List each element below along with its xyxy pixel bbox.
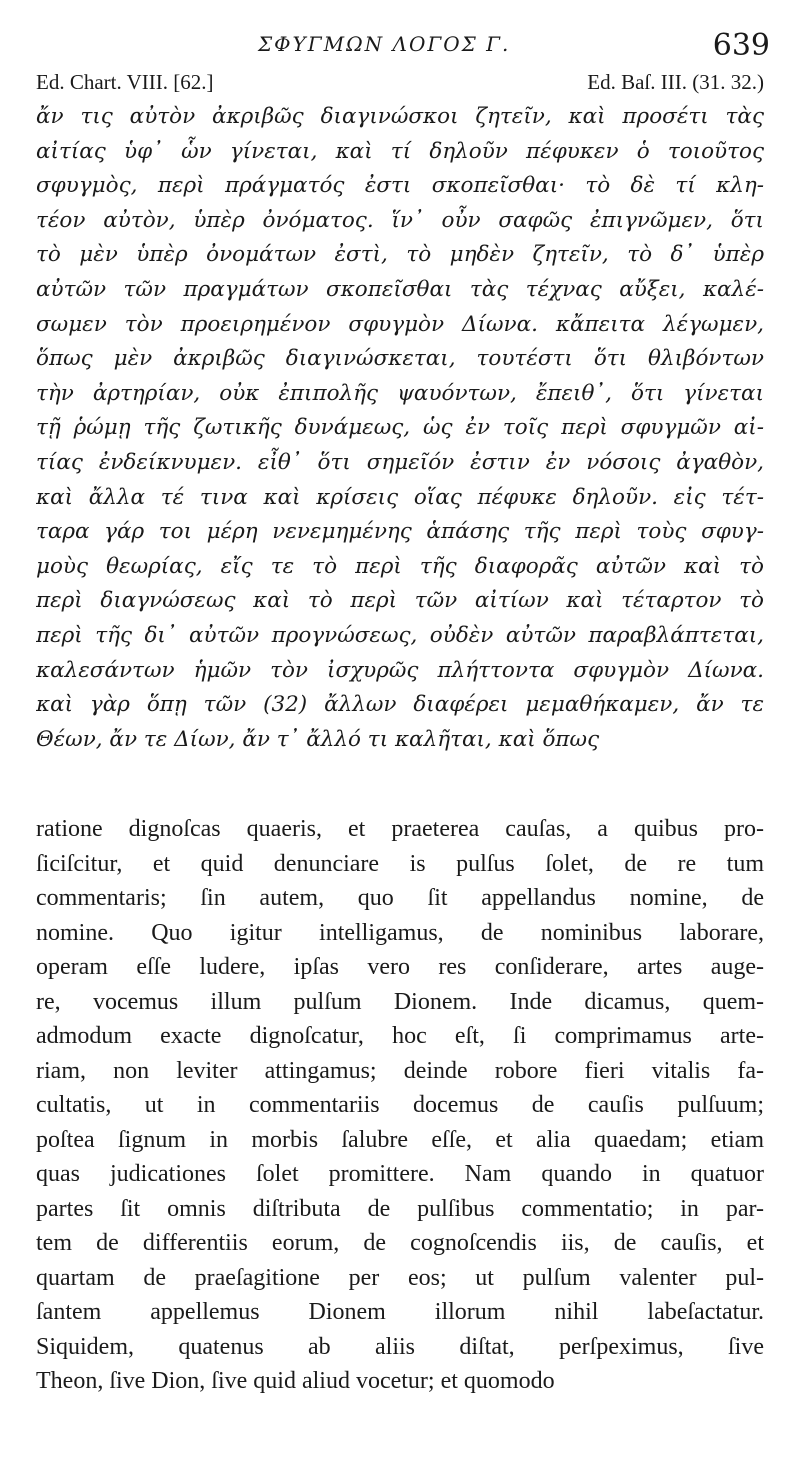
latin-text-line: ſantem appellemus Dionem illorum nihil labeſactatur.: [36, 1299, 764, 1325]
latin-text-line: tem de differentiis eorum, de cognoſcendis iis, de cauſis, et: [36, 1230, 764, 1256]
edition-chartier-ref: Ed. Chart. VIII. [62.]: [36, 70, 214, 94]
greek-text-line: σφυγμὸς, περὶ πράγματός ἐστι σκοπεῖσθαι· τὸ δὲ τί κλη-: [36, 173, 764, 199]
greek-text-line: περὶ τῆς δι᾽ αὐτῶν προγνώσεως, οὐδὲν αὐτῶν παραβλάπτεται,: [36, 622, 764, 648]
latin-text-line: re, vocemus illum pulſum Dionem. Inde dicamus, quem-: [36, 988, 764, 1015]
latin-text-line: commentaris; ſin autem, quo ſit appellandus nomine, de: [36, 885, 764, 911]
greek-text-line: ὅπως μὲν ἀκριβῶς διαγινώσκεται, τουτέστι ὅτι θλιβόντων: [36, 346, 764, 372]
greek-text-line: τίας ἐνδείκνυμεν. εἶθ᾽ ὅτι σημεῖόν ἐστιν ἐν νόσοις ἀγαθὸν,: [36, 449, 764, 475]
latin-text-line: poſtea ſignum in morbis ſalubre eſſe, et alia quaedam; etiam: [36, 1126, 764, 1153]
page-number: 639: [712, 28, 770, 63]
greek-text-line: τέον αὐτὸν, ὑπὲρ ὀνόματος. ἵν᾽ οὖν σαφῶς ἐπιγνῶμεν, ὅτι: [36, 207, 764, 233]
edition-basel-ref: Ed. Baſ. III. (31. 32.): [587, 70, 764, 94]
greek-text-line: ταρα γάρ τοι μέρη νενεμημένης ἁπάσης τῆς περὶ τοὺς σφυγ-: [36, 519, 764, 545]
latin-text-line: nomine. Quo igitur intelligamus, de nominibus laborare,: [36, 919, 764, 946]
latin-text-line: Siquidem, quatenus ab aliis diſtat, perſpeximus, ſive: [36, 1333, 764, 1360]
latin-text-line: ſiciſcitur, et quid denunciare is pulſus ſolet, de re tum: [36, 850, 764, 877]
running-title: ΣΦΥΓΜΩΝ ΛΟΓΟΣ Γ.: [258, 32, 511, 56]
greek-text-line: αἰτίας ὑφ᾽ ὧν γίνεται, καὶ τί δηλοῦν πέφυκεν ὁ τοιοῦτος: [36, 138, 764, 164]
greek-text-line: τὸ μὲν ὑπὲρ ὀνομάτων ἐστὶ, τὸ μηδὲν ζητεῖν, τὸ δ᾽ ὑπὲρ: [36, 242, 764, 268]
greek-text-line: τῇ ῥώμῃ τῆς ζωτικῆς δυνάμεως, ὡς ἐν τοῖς περὶ σφυγμῶν αἰ-: [36, 415, 764, 441]
latin-text-line: quas judicationes ſolet promittere. Nam quando in quatuor: [36, 1161, 764, 1187]
greek-text-line: περὶ διαγνώσεως καὶ τὸ περὶ τῶν αἰτίων καὶ τέταρτον τὸ: [36, 588, 764, 614]
latin-text-line: partes ſit omnis diſtributa de pulſibus commentatio; in par-: [36, 1195, 764, 1222]
latin-text-line: ratione dignoſcas quaeris, et praeterea cauſas, a quibus pro-: [36, 816, 764, 842]
greek-text-line: καὶ ἄλλα τέ τινα καὶ κρίσεις οἵας πέφυκε δηλοῦν. εἰς τέτ-: [36, 484, 764, 510]
edition-references: [0, 70, 800, 100]
latin-text-line: riam, non leviter attingamus; deinde robore fieri vitalis fa-: [36, 1057, 764, 1084]
latin-text-line: Theon, ſive Dion, ſive quid aliud vocetur; et quomodo: [36, 1368, 555, 1394]
latin-text-line: cultatis, ut in commentariis docemus de cauſis pulſuum;: [36, 1092, 764, 1118]
latin-text-line: admodum exacte dignoſcatur, hoc eſt, ſi comprimamus arte-: [36, 1023, 764, 1049]
greek-text-line: καλεσάντων ἡμῶν τὸν ἰσχυρῶς πλήττοντα σφυγμὸν Δίωνα.: [36, 657, 764, 683]
greek-text-line: σωμεν τὸν προειρημένον σφυγμὸν Δίωνα. κἄπειτα λέγωμεν,: [36, 311, 764, 337]
latin-text-line: operam eſſe ludere, ipſas vero res conſiderare, artes auge-: [36, 954, 764, 980]
greek-text-line: Θέων, ἄν τε Δίων, ἄν τ᾽ ἄλλό τι καλῆται, καὶ ὅπως: [36, 726, 600, 752]
greek-text-line: τὴν ἀρτηρίαν, οὐκ ἐπιπολῆς ψαυόντων, ἔπειθ᾽, ὅτι γίνεται: [36, 380, 764, 406]
latin-text-line: quartam de praeſagitione per eos; ut pulſum valenter pul-: [36, 1264, 764, 1291]
greek-text-line: μοὺς θεωρίας, εἴς τε τὸ περὶ τῆς διαφορᾶς αὐτῶν καὶ τὸ: [36, 553, 764, 579]
latin-text-block: [36, 812, 764, 1399]
running-head: [0, 30, 800, 64]
greek-text-line: ἄν τις αὐτὸν ἀκριβῶς διαγινώσκοι ζητεῖν, καὶ προσέτι τὰς: [36, 104, 764, 129]
greek-text-block: [36, 100, 764, 757]
greek-text-line: αὐτῶν τῶν πραγμάτων σκοπεῖσθαι τὰς τέχνας αὔξει, καλέ-: [36, 276, 764, 302]
greek-text-line: καὶ γὰρ ὅπῃ τῶν (32) ἄλλων διαφέρει μεμαθήκαμεν, ἄν τε: [36, 692, 764, 718]
